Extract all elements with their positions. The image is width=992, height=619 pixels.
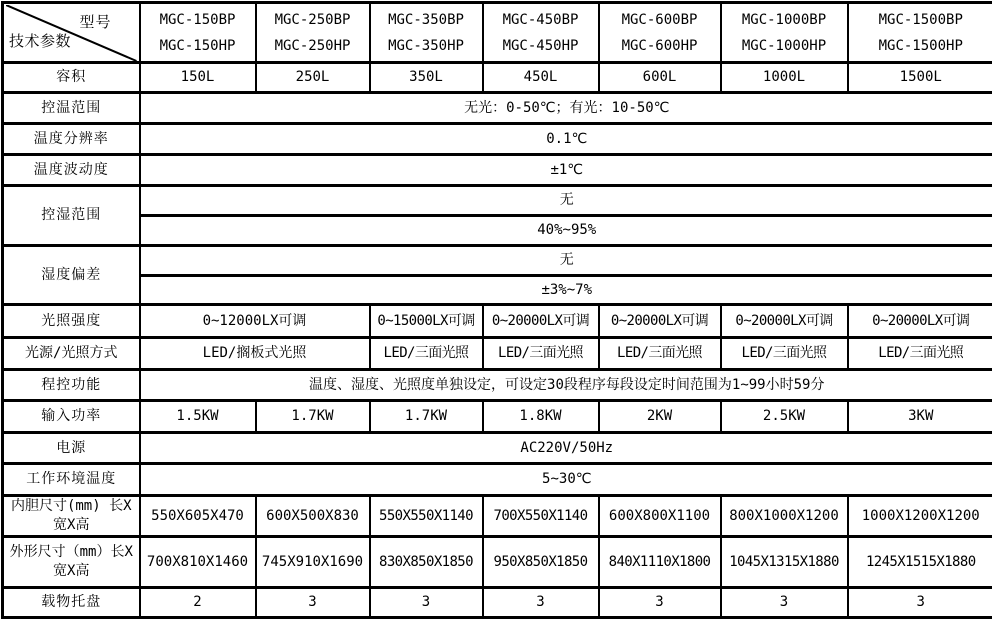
cell-light-intensity-4: 0~20000LX可调 xyxy=(483,305,599,338)
corner-label-params: 技术参数 xyxy=(9,31,71,51)
cell-inner-size-4: 700X550X1140 xyxy=(483,496,599,537)
cell-light-mode-5: LED/三面光照 xyxy=(599,338,721,370)
row-label-supply: 电源 xyxy=(3,433,140,464)
cell-outer-size-4: 950X850X1850 xyxy=(483,537,599,588)
row-label-temp-fluctuation: 温度波动度 xyxy=(3,155,140,186)
row-label-humidity-range: 控湿范围 xyxy=(3,186,140,246)
cell-temp-resolution: 0.1℃ xyxy=(140,124,992,155)
cell-light-intensity-7: 0~20000LX可调 xyxy=(848,305,992,338)
row-outer-size xyxy=(3,537,992,588)
cell-temp-fluctuation: ±1℃ xyxy=(140,155,992,186)
cell-humidity-range-none: 无 xyxy=(140,186,992,216)
cell-inner-size-6: 800X1000X1200 xyxy=(721,496,848,537)
cell-trays-7: 3 xyxy=(848,588,992,618)
cell-trays-5: 3 xyxy=(599,588,721,618)
model-header-350 xyxy=(370,3,483,63)
row-label-trays: 载物托盘 xyxy=(3,588,140,618)
cell-inner-size-3: 550X550X1140 xyxy=(370,496,483,537)
row-label-temp-range: 控温范围 xyxy=(3,93,140,124)
model-hp: MGC-150HP xyxy=(143,33,253,59)
cell-inner-size-5: 600X800X1100 xyxy=(599,496,721,537)
cell-supply: AC220V/50Hz xyxy=(140,433,992,464)
cell-outer-size-7: 1245X1515X1880 xyxy=(848,537,992,588)
cell-trays-6: 3 xyxy=(721,588,848,618)
row-volume xyxy=(3,63,992,93)
cell-humidity-deviation-value: ±3%~7% xyxy=(140,276,992,305)
cell-humidity-range-value: 40%~95% xyxy=(140,216,992,246)
cell-volume-2: 250L xyxy=(256,63,370,93)
cell-outer-size-6: 1045X1315X1880 xyxy=(721,537,848,588)
model-hp: MGC-1000HP xyxy=(724,33,845,59)
row-light-intensity xyxy=(3,305,992,338)
row-humidity-range-bottom xyxy=(3,216,992,246)
cell-power-3: 1.7KW xyxy=(370,401,483,433)
cell-outer-size-3: 830X850X1850 xyxy=(370,537,483,588)
header-row xyxy=(3,3,992,63)
cell-power-4: 1.8KW xyxy=(483,401,599,433)
row-humidity-deviation-bottom xyxy=(3,276,992,305)
row-label-program: 程控功能 xyxy=(3,370,140,401)
cell-trays-2: 3 xyxy=(256,588,370,618)
row-label-light-intensity: 光照强度 xyxy=(3,305,140,338)
cell-light-mode-7: LED/三面光照 xyxy=(848,338,992,370)
corner-label-model: 型号 xyxy=(79,12,111,32)
cell-humidity-deviation-none: 无 xyxy=(140,246,992,276)
row-label-power: 输入功率 xyxy=(3,401,140,433)
row-label-outer-size: 外形尺寸（mm）长X宽X高 xyxy=(3,537,140,588)
cell-volume-1: 150L xyxy=(140,63,256,93)
cell-light-intensity-merged: 0~12000LX可调 xyxy=(140,305,370,338)
cell-ambient: 5~30℃ xyxy=(140,464,992,496)
model-header-1000 xyxy=(721,3,848,63)
row-label-volume: 容积 xyxy=(3,63,140,93)
cell-trays-3: 3 xyxy=(370,588,483,618)
cell-volume-5: 600L xyxy=(599,63,721,93)
model-header-250 xyxy=(256,3,370,63)
cell-temp-range: 无光：0-50℃；有光：10-50℃ xyxy=(140,93,992,124)
cell-outer-size-5: 840X1110X1800 xyxy=(599,537,721,588)
model-hp: MGC-250HP xyxy=(259,33,367,59)
row-humidity-deviation-top xyxy=(3,246,992,276)
cell-volume-4: 450L xyxy=(483,63,599,93)
model-hp: MGC-450HP xyxy=(486,33,596,59)
row-power xyxy=(3,401,992,433)
model-header-450 xyxy=(483,3,599,63)
cell-light-mode-4: LED/三面光照 xyxy=(483,338,599,370)
row-supply xyxy=(3,433,992,464)
model-bp: MGC-350BP xyxy=(373,7,480,33)
model-hp: MGC-350HP xyxy=(373,33,480,59)
model-bp: MGC-1500BP xyxy=(851,7,992,33)
row-label-inner-size: 内胆尺寸(mm) 长X宽X高 xyxy=(3,496,140,537)
cell-power-6: 2.5KW xyxy=(721,401,848,433)
cell-light-mode-3: LED/三面光照 xyxy=(370,338,483,370)
row-label-temp-resolution: 温度分辨率 xyxy=(3,124,140,155)
model-hp: MGC-600HP xyxy=(602,33,718,59)
model-bp: MGC-250BP xyxy=(259,7,367,33)
cell-trays-4: 3 xyxy=(483,588,599,618)
cell-program: 温度、湿度、光照度单独设定，可设定30段程序每段设定时间范围为1~99小时59分 xyxy=(140,370,992,401)
cell-trays-1: 2 xyxy=(140,588,256,618)
row-ambient xyxy=(3,464,992,496)
model-header-1500 xyxy=(848,3,992,63)
cell-volume-6: 1000L xyxy=(721,63,848,93)
model-bp: MGC-450BP xyxy=(486,7,596,33)
corner-content xyxy=(6,5,137,61)
row-inner-size xyxy=(3,496,992,537)
row-label-humidity-deviation: 湿度偏差 xyxy=(3,246,140,305)
row-label-ambient: 工作环境温度 xyxy=(3,464,140,496)
row-label-light-mode: 光源/光照方式 xyxy=(3,338,140,370)
cell-light-intensity-6: 0~20000LX可调 xyxy=(721,305,848,338)
cell-light-mode-merged: LED/搁板式光照 xyxy=(140,338,370,370)
cell-power-5: 2KW xyxy=(599,401,721,433)
cell-inner-size-7: 1000X1200X1200 xyxy=(848,496,992,537)
row-program xyxy=(3,370,992,401)
cell-power-7: 3KW xyxy=(848,401,992,433)
model-bp: MGC-150BP xyxy=(143,7,253,33)
row-trays xyxy=(3,588,992,618)
cell-volume-3: 350L xyxy=(370,63,483,93)
corner-header-cell xyxy=(3,3,140,63)
model-hp: MGC-1500HP xyxy=(851,33,992,59)
cell-outer-size-1: 700X810X1460 xyxy=(140,537,256,588)
row-temp-resolution xyxy=(3,124,992,155)
cell-outer-size-2: 745X910X1690 xyxy=(256,537,370,588)
cell-power-1: 1.5KW xyxy=(140,401,256,433)
row-temp-range xyxy=(3,93,992,124)
cell-inner-size-2: 600X500X830 xyxy=(256,496,370,537)
spec-table xyxy=(1,1,992,619)
cell-power-2: 1.7KW xyxy=(256,401,370,433)
row-temp-fluctuation xyxy=(3,155,992,186)
model-header-150 xyxy=(140,3,256,63)
model-bp: MGC-600BP xyxy=(602,7,718,33)
cell-light-mode-6: LED/三面光照 xyxy=(721,338,848,370)
cell-light-intensity-3: 0~15000LX可调 xyxy=(370,305,483,338)
cell-inner-size-1: 550X605X470 xyxy=(140,496,256,537)
cell-light-intensity-5: 0~20000LX可调 xyxy=(599,305,721,338)
model-bp: MGC-1000BP xyxy=(724,7,845,33)
cell-volume-7: 1500L xyxy=(848,63,992,93)
row-light-mode xyxy=(3,338,992,370)
model-header-600 xyxy=(599,3,721,63)
row-humidity-range-top xyxy=(3,186,992,216)
